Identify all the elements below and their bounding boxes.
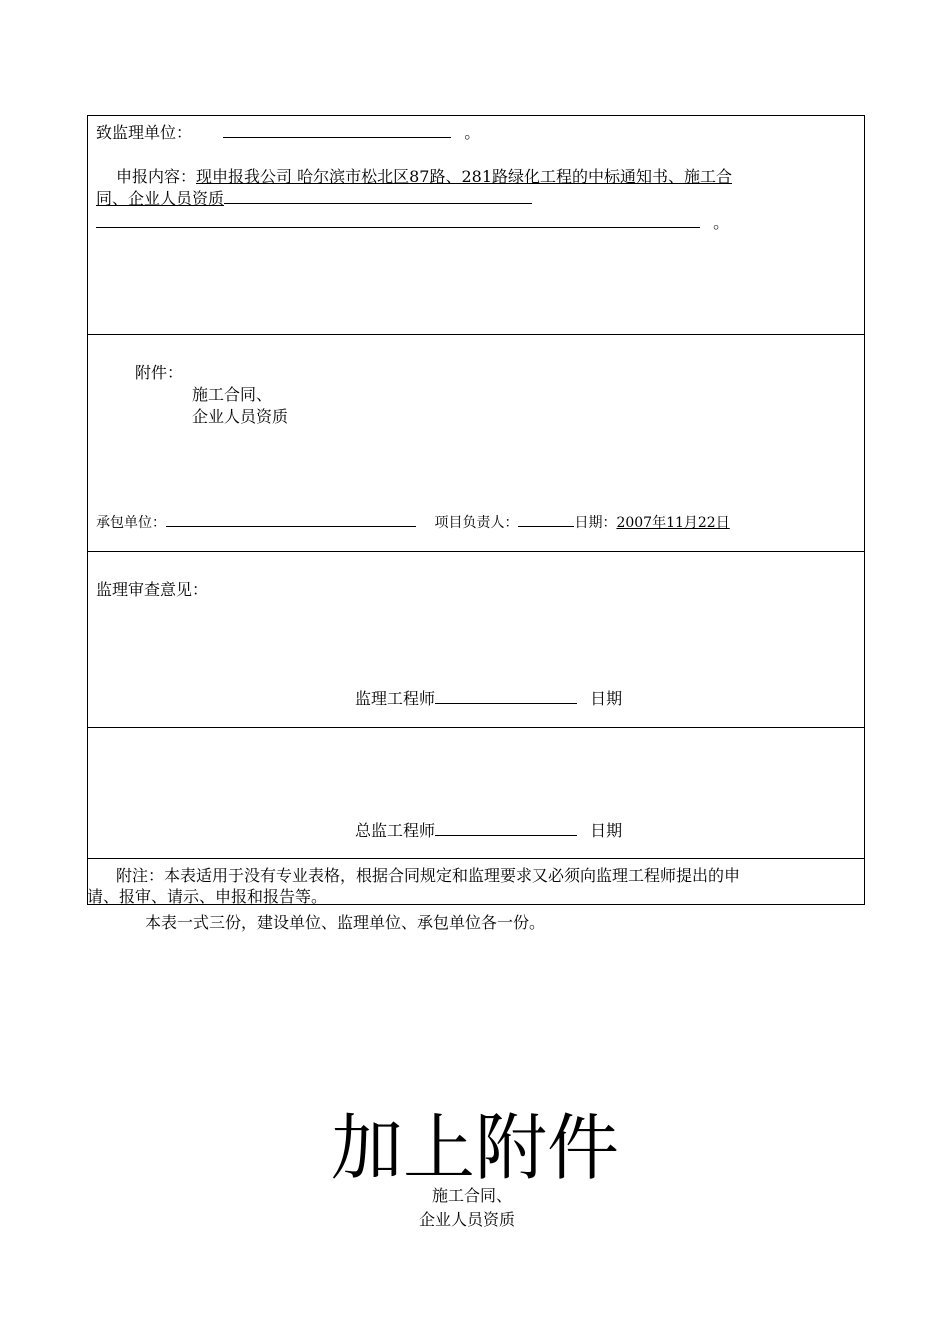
to-label: 致监理单位： [96, 123, 193, 142]
chief-label: 总监工程师 [355, 821, 436, 840]
attachment-item: 施工合同、 [192, 385, 273, 404]
chief-field[interactable] [435, 821, 577, 836]
row-divider [87, 727, 864, 728]
chief-sign-line [355, 818, 622, 841]
date-label: 日期： [574, 515, 617, 531]
underline [224, 189, 532, 204]
row-divider [87, 551, 864, 552]
contractor-field[interactable] [166, 514, 416, 527]
attachment-item: 企业人员资质 [192, 407, 289, 426]
supervisor-unit-field[interactable] [223, 123, 451, 138]
report-content: 现申报我公司 哈尔滨市松北区87路、281路绿化工程的中标通知书、施工合 [196, 167, 733, 186]
period: 。 [464, 123, 481, 142]
date-label: 日期 [590, 821, 623, 840]
date-label: 日期 [590, 689, 623, 708]
period: 。 [713, 213, 730, 232]
report-line-2 [96, 186, 532, 209]
engineer-field[interactable] [435, 689, 577, 704]
contractor-label: 承包单位： [96, 515, 166, 531]
manager-label: 项目负责人： [434, 515, 519, 531]
engineer-sign-line [355, 686, 622, 709]
report-line-3 [96, 210, 729, 233]
signature-line [96, 512, 730, 532]
report-extra-field[interactable] [96, 213, 700, 228]
note-copies: 本表一式三份，建设单位、监理单位、承包单位各一份。 [145, 913, 546, 932]
engineer-label: 监理工程师 [355, 689, 436, 708]
date-value: 2007年11月22日 [616, 515, 730, 531]
row-divider [87, 334, 864, 335]
report-line-1 [116, 164, 732, 187]
form-table [87, 115, 865, 905]
note-line: 请、报审、请示、申报和报告等。 [87, 887, 328, 906]
footer-item: 施工合同、 [432, 1186, 513, 1205]
footer-item: 企业人员资质 [419, 1210, 516, 1229]
report-label: 申报内容： [116, 167, 197, 186]
manager-field[interactable] [518, 514, 574, 527]
to-supervisor-line [96, 120, 480, 143]
attachment-title: 加上附件 [330, 1106, 619, 1190]
note-line: 附注：本表适用于没有专业表格，根据合同规定和监理要求又必须向监理工程师提出的申 [116, 866, 741, 885]
opinion-label: 监理审查意见： [96, 580, 209, 599]
report-content-cont: 同、企业人员资质 [96, 189, 225, 208]
row-divider [87, 858, 864, 859]
attachments-label: 附件： [135, 363, 184, 382]
